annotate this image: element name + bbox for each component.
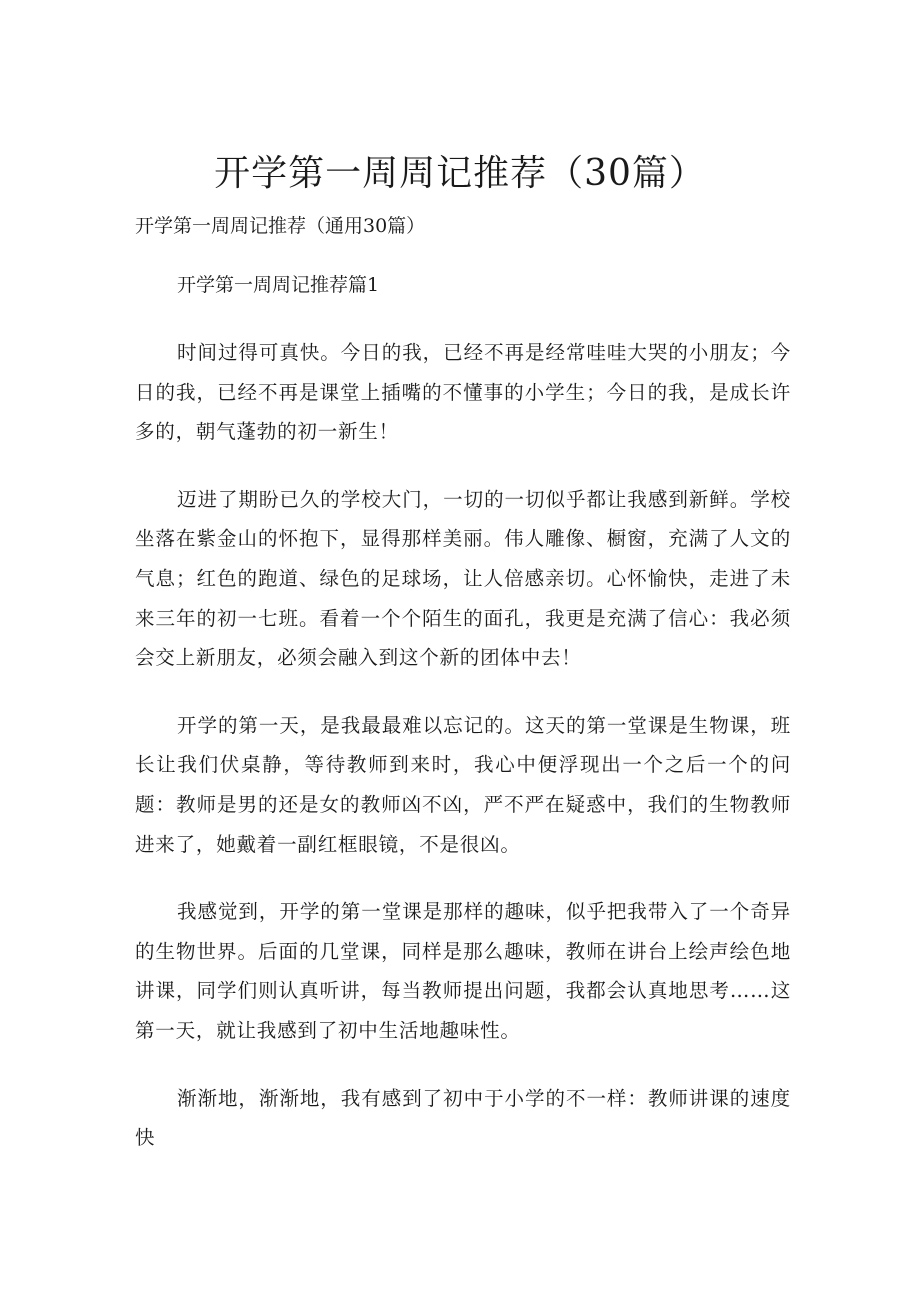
document-subtitle: 开学第一周周记推荐（通用30篇） [135,215,426,237]
paragraph-2: 迈进了期盼已久的学校大门，一切的一切似乎都让我感到新鲜。学校坐落在紫金山的怀抱下，显得那样美丽。伟人雕像、橱窗，充满了人文的气息；红色的跑道、绿色的足球场，让人倍感亲切。心怀愉快，走进了未来三年的初一七班。看着一个个陌生的面孔，我更是充满了信心：我必须会交上新朋友，必须会融入到这个新的团体中去！ [135,487,791,670]
paragraph-1: 时间过得可真快。今日的我，已经不再是经常哇哇大哭的小朋友；今日的我，已经不再是课堂上插嘴的不懂事的小学生；今日的我，是成长许多的，朝气蓬勃的初一新生！ [135,341,791,444]
section-heading: 开学第一周周记推荐篇1 [177,274,380,296]
document-title: 开学第一周周记推荐（30篇） [214,153,706,194]
body-text [135,333,791,1186]
paragraph-3: 开学的第一天，是我最最难以忘记的。这天的第一堂课是生物课，班长让我们伏桌静，等待教师到来时，我心中便浮现出一个之后一个的问题：教师是男的还是女的教师凶不凶，严不严在疑惑中，我们的生物教师进来了，她戴着一副红框眼镜，不是很凶。 [135,713,791,856]
paragraph-4: 我感觉到，开学的第一堂课是那样的趣味，似乎把我带入了一个奇异的生物世界。后面的几堂课，同样是那么趣味，教师在讲台上绘声绘色地讲课，同学们则认真听讲，每当教师提出问题，我都会认真地思考……这第一天，就让我感到了初中生活地趣味性。 [135,900,791,1042]
paragraph-5: 渐渐地，渐渐地，我有感到了初中于小学的不一样：教师讲课的速度快 [135,1086,791,1150]
